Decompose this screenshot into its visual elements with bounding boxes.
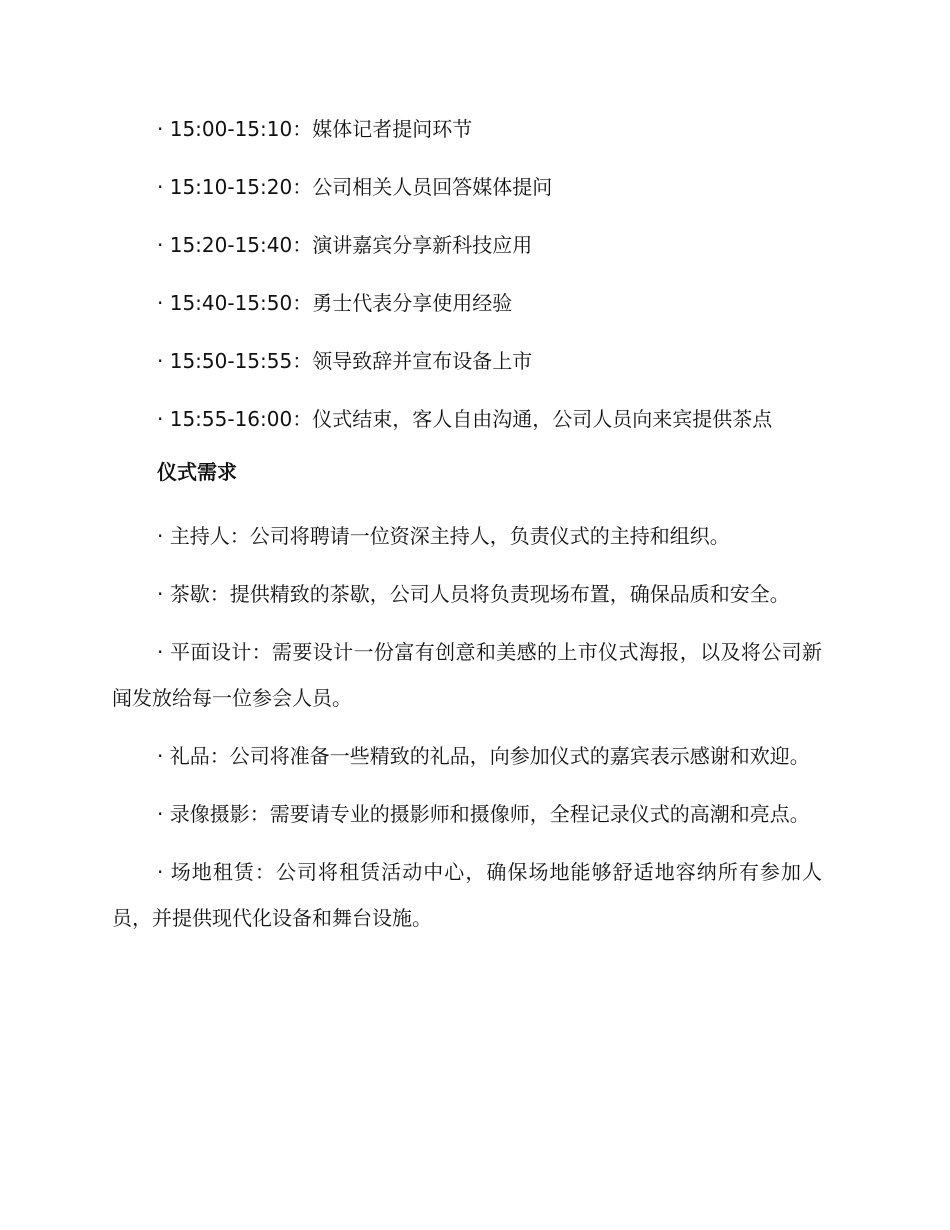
schedule-item: · 15:00-15:10：媒体记者提问环节 xyxy=(157,117,473,141)
requirement-item: · 茶歇：提供精致的茶歇，公司人员将负责现场布置，确保品质和安全。 xyxy=(157,582,790,606)
requirement-item: · 平面设计：需要设计一份富有创意和美感的上市仪式海报，以及将公司新闻发放给每一位参会人员。 xyxy=(112,640,822,710)
requirement-item: · 主持人：公司将聘请一位资深主持人，负责仪式的主持和组织。 xyxy=(157,524,730,548)
requirement-item: · 礼品：公司将准备一些精致的礼品，向参加仪式的嘉宾表示感谢和欢迎。 xyxy=(157,744,810,768)
schedule-list xyxy=(157,112,857,460)
schedule-item: · 15:50-15:55：领导致辞并宣布设备上市 xyxy=(157,349,533,373)
schedule-item: · 15:55-16:00：仪式结束，客人自由沟通，公司人员向来宾提供茶点 xyxy=(157,407,773,431)
schedule-item: · 15:40-15:50：勇士代表分享使用经验 xyxy=(157,291,513,315)
schedule-item: · 15:20-15:40：演讲嘉宾分享新科技应用 xyxy=(157,233,533,257)
requirement-item: · 场地租赁：公司将租赁活动中心，确保场地能够舒适地容纳所有参加人员，并提供现代化设备和舞台设施。 xyxy=(112,860,822,930)
section-heading: 仪式需求 xyxy=(157,460,237,484)
requirements-list xyxy=(112,513,822,953)
requirement-item: · 录像摄影：需要请专业的摄影师和摄像师，全程记录仪式的高潮和亮点。 xyxy=(157,802,810,826)
schedule-item: · 15:10-15:20：公司相关人员回答媒体提问 xyxy=(157,175,553,199)
